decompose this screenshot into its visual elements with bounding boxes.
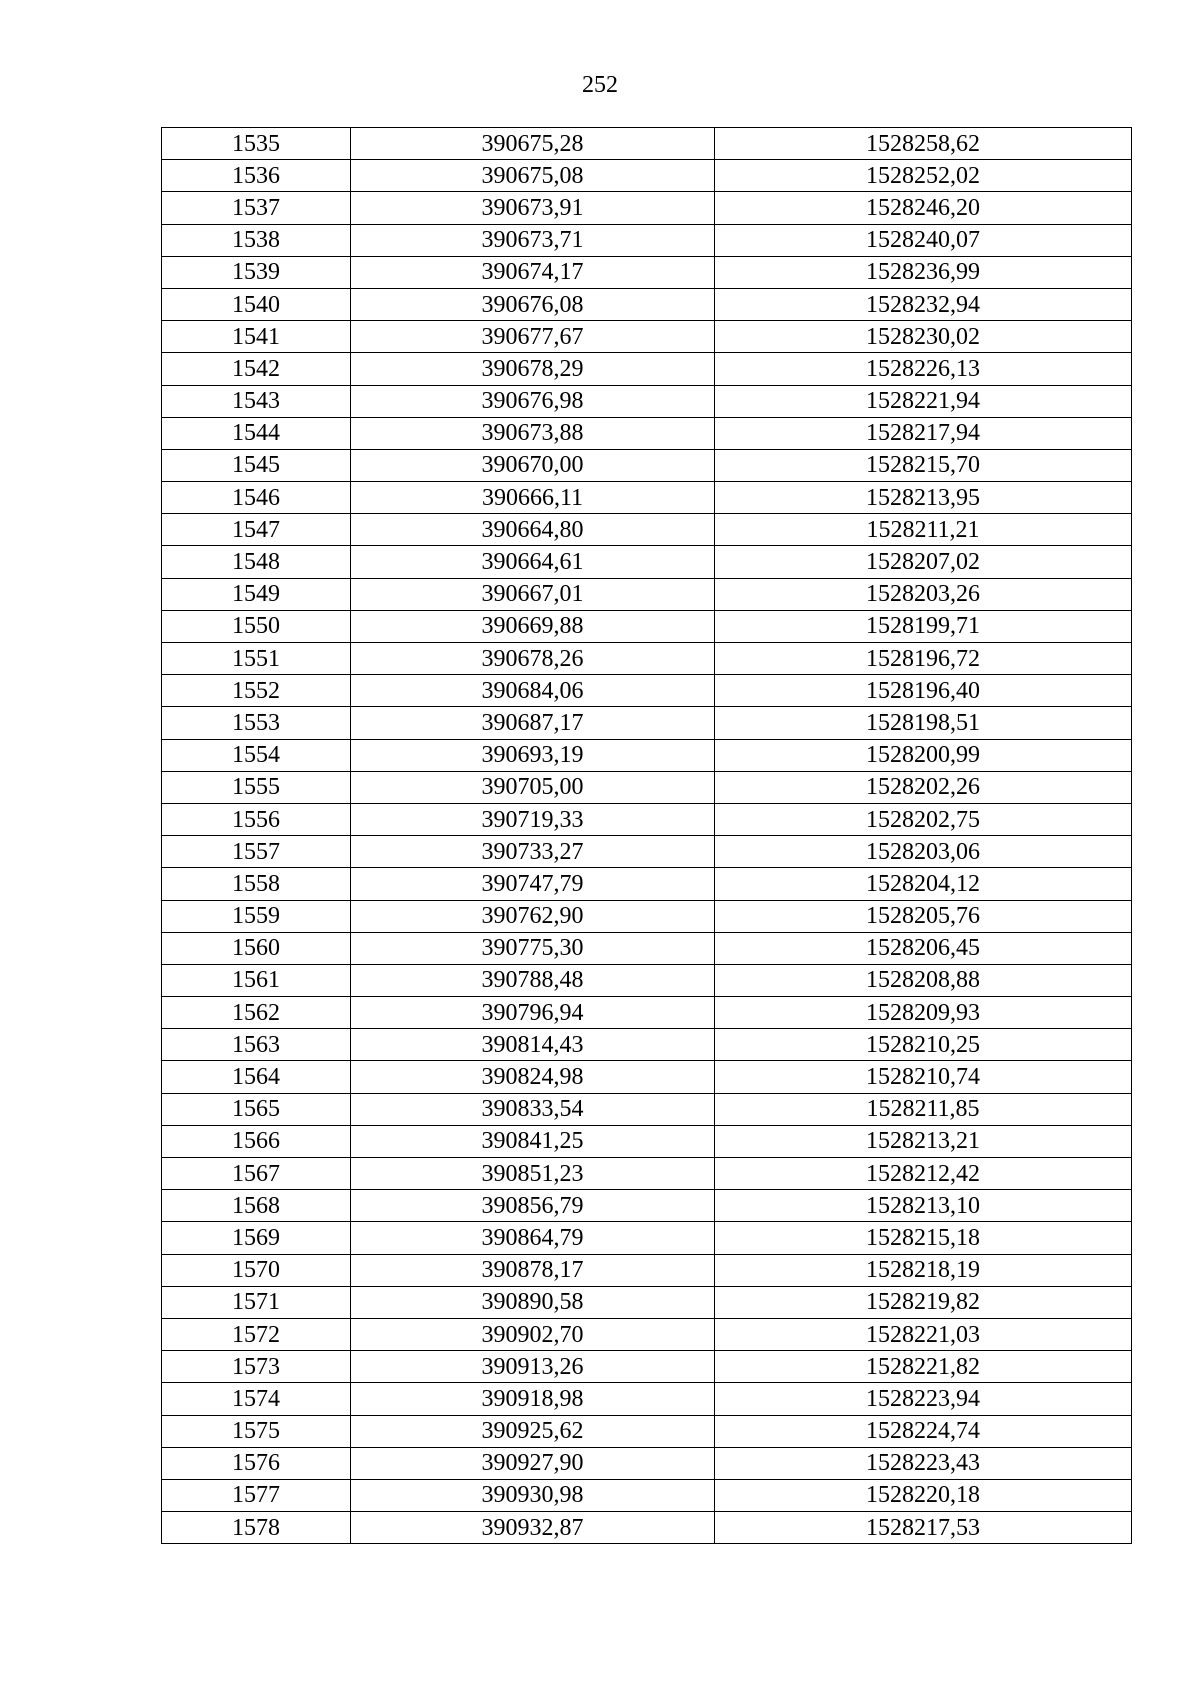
- table-row: [162, 160, 1132, 192]
- y-coordinate-cell: 1528221,94: [715, 385, 1132, 417]
- table-row: [162, 1447, 1132, 1479]
- y-coordinate-cell: 1528209,93: [715, 997, 1132, 1029]
- point-number-cell: 1552: [162, 675, 351, 707]
- y-coordinate-cell: 1528202,26: [715, 771, 1132, 803]
- point-number-cell: 1536: [162, 160, 351, 192]
- point-number-cell: 1543: [162, 385, 351, 417]
- x-coordinate-cell: 390673,91: [351, 192, 715, 224]
- x-coordinate-cell: 390864,79: [351, 1222, 715, 1254]
- x-coordinate-cell: 390824,98: [351, 1061, 715, 1093]
- y-coordinate-cell: 1528221,03: [715, 1318, 1132, 1350]
- point-number-cell: 1565: [162, 1093, 351, 1125]
- x-coordinate-cell: 390833,54: [351, 1093, 715, 1125]
- table-row: [162, 578, 1132, 610]
- table-row: [162, 546, 1132, 578]
- coordinates-table: [161, 127, 1132, 1544]
- point-number-cell: 1540: [162, 288, 351, 320]
- y-coordinate-cell: 1528203,06: [715, 836, 1132, 868]
- y-coordinate-cell: 1528203,26: [715, 578, 1132, 610]
- x-coordinate-cell: 390902,70: [351, 1318, 715, 1350]
- x-coordinate-cell: 390669,88: [351, 610, 715, 642]
- y-coordinate-cell: 1528213,10: [715, 1190, 1132, 1222]
- point-number-cell: 1555: [162, 771, 351, 803]
- y-coordinate-cell: 1528221,82: [715, 1351, 1132, 1383]
- table-row: [162, 288, 1132, 320]
- point-number-cell: 1563: [162, 1029, 351, 1061]
- x-coordinate-cell: 390673,88: [351, 417, 715, 449]
- y-coordinate-cell: 1528202,75: [715, 803, 1132, 835]
- y-coordinate-cell: 1528232,94: [715, 288, 1132, 320]
- table-row: [162, 836, 1132, 868]
- point-number-cell: 1572: [162, 1318, 351, 1350]
- point-number-cell: 1567: [162, 1158, 351, 1190]
- point-number-cell: 1569: [162, 1222, 351, 1254]
- table-row: [162, 321, 1132, 353]
- point-number-cell: 1575: [162, 1415, 351, 1447]
- point-number-cell: 1566: [162, 1125, 351, 1157]
- point-number-cell: 1578: [162, 1512, 351, 1544]
- table-row: [162, 643, 1132, 675]
- table-row: [162, 610, 1132, 642]
- table-row: [162, 868, 1132, 900]
- y-coordinate-cell: 1528205,76: [715, 900, 1132, 932]
- table-row: [162, 675, 1132, 707]
- x-coordinate-cell: 390878,17: [351, 1254, 715, 1286]
- point-number-cell: 1537: [162, 192, 351, 224]
- y-coordinate-cell: 1528198,51: [715, 707, 1132, 739]
- table-row: [162, 1351, 1132, 1383]
- x-coordinate-cell: 390814,43: [351, 1029, 715, 1061]
- point-number-cell: 1570: [162, 1254, 351, 1286]
- x-coordinate-cell: 390747,79: [351, 868, 715, 900]
- y-coordinate-cell: 1528217,53: [715, 1512, 1132, 1544]
- y-coordinate-cell: 1528240,07: [715, 224, 1132, 256]
- x-coordinate-cell: 390856,79: [351, 1190, 715, 1222]
- table-row: [162, 1318, 1132, 1350]
- table-row: [162, 1125, 1132, 1157]
- point-number-cell: 1561: [162, 964, 351, 996]
- coordinates-table-body: [162, 128, 1132, 1544]
- x-coordinate-cell: 390930,98: [351, 1479, 715, 1511]
- x-coordinate-cell: 390667,01: [351, 578, 715, 610]
- y-coordinate-cell: 1528224,74: [715, 1415, 1132, 1447]
- y-coordinate-cell: 1528208,88: [715, 964, 1132, 996]
- x-coordinate-cell: 390677,67: [351, 321, 715, 353]
- point-number-cell: 1576: [162, 1447, 351, 1479]
- x-coordinate-cell: 390719,33: [351, 803, 715, 835]
- table-row: [162, 964, 1132, 996]
- table-row: [162, 707, 1132, 739]
- point-number-cell: 1542: [162, 353, 351, 385]
- x-coordinate-cell: 390841,25: [351, 1125, 715, 1157]
- table-row: [162, 1383, 1132, 1415]
- x-coordinate-cell: 390932,87: [351, 1512, 715, 1544]
- y-coordinate-cell: 1528252,02: [715, 160, 1132, 192]
- x-coordinate-cell: 390890,58: [351, 1286, 715, 1318]
- table-row: [162, 1415, 1132, 1447]
- x-coordinate-cell: 390676,98: [351, 385, 715, 417]
- point-number-cell: 1556: [162, 803, 351, 835]
- point-number-cell: 1545: [162, 449, 351, 481]
- table-row: [162, 256, 1132, 288]
- point-number-cell: 1538: [162, 224, 351, 256]
- point-number-cell: 1558: [162, 868, 351, 900]
- point-number-cell: 1564: [162, 1061, 351, 1093]
- y-coordinate-cell: 1528199,71: [715, 610, 1132, 642]
- x-coordinate-cell: 390851,23: [351, 1158, 715, 1190]
- y-coordinate-cell: 1528258,62: [715, 128, 1132, 160]
- x-coordinate-cell: 390918,98: [351, 1383, 715, 1415]
- y-coordinate-cell: 1528218,19: [715, 1254, 1132, 1286]
- table-row: [162, 1158, 1132, 1190]
- y-coordinate-cell: 1528217,94: [715, 417, 1132, 449]
- point-number-cell: 1557: [162, 836, 351, 868]
- y-coordinate-cell: 1528210,74: [715, 1061, 1132, 1093]
- point-number-cell: 1549: [162, 578, 351, 610]
- y-coordinate-cell: 1528223,94: [715, 1383, 1132, 1415]
- table-row: [162, 449, 1132, 481]
- y-coordinate-cell: 1528213,21: [715, 1125, 1132, 1157]
- point-number-cell: 1559: [162, 900, 351, 932]
- point-number-cell: 1571: [162, 1286, 351, 1318]
- y-coordinate-cell: 1528211,21: [715, 514, 1132, 546]
- y-coordinate-cell: 1528207,02: [715, 546, 1132, 578]
- point-number-cell: 1568: [162, 1190, 351, 1222]
- y-coordinate-cell: 1528196,72: [715, 643, 1132, 675]
- x-coordinate-cell: 390693,19: [351, 739, 715, 771]
- table-row: [162, 1222, 1132, 1254]
- table-row: [162, 739, 1132, 771]
- y-coordinate-cell: 1528236,99: [715, 256, 1132, 288]
- point-number-cell: 1544: [162, 417, 351, 449]
- y-coordinate-cell: 1528196,40: [715, 675, 1132, 707]
- table-row: [162, 771, 1132, 803]
- page-number: 252: [582, 72, 618, 98]
- x-coordinate-cell: 390664,61: [351, 546, 715, 578]
- table-row: [162, 192, 1132, 224]
- x-coordinate-cell: 390796,94: [351, 997, 715, 1029]
- table-row: [162, 128, 1132, 160]
- x-coordinate-cell: 390676,08: [351, 288, 715, 320]
- table-row: [162, 1190, 1132, 1222]
- x-coordinate-cell: 390664,80: [351, 514, 715, 546]
- x-coordinate-cell: 390684,06: [351, 675, 715, 707]
- x-coordinate-cell: 390927,90: [351, 1447, 715, 1479]
- table-row: [162, 1512, 1132, 1544]
- table-row: [162, 353, 1132, 385]
- point-number-cell: 1562: [162, 997, 351, 1029]
- x-coordinate-cell: 390666,11: [351, 482, 715, 514]
- y-coordinate-cell: 1528215,70: [715, 449, 1132, 481]
- x-coordinate-cell: 390788,48: [351, 964, 715, 996]
- y-coordinate-cell: 1528246,20: [715, 192, 1132, 224]
- x-coordinate-cell: 390913,26: [351, 1351, 715, 1383]
- point-number-cell: 1573: [162, 1351, 351, 1383]
- y-coordinate-cell: 1528212,42: [715, 1158, 1132, 1190]
- x-coordinate-cell: 390673,71: [351, 224, 715, 256]
- table-row: [162, 1286, 1132, 1318]
- y-coordinate-cell: 1528206,45: [715, 932, 1132, 964]
- y-coordinate-cell: 1528200,99: [715, 739, 1132, 771]
- x-coordinate-cell: 390678,29: [351, 353, 715, 385]
- table-row: [162, 514, 1132, 546]
- point-number-cell: 1548: [162, 546, 351, 578]
- y-coordinate-cell: 1528215,18: [715, 1222, 1132, 1254]
- x-coordinate-cell: 390687,17: [351, 707, 715, 739]
- x-coordinate-cell: 390675,28: [351, 128, 715, 160]
- x-coordinate-cell: 390670,00: [351, 449, 715, 481]
- y-coordinate-cell: 1528213,95: [715, 482, 1132, 514]
- y-coordinate-cell: 1528211,85: [715, 1093, 1132, 1125]
- table-row: [162, 385, 1132, 417]
- point-number-cell: 1554: [162, 739, 351, 771]
- y-coordinate-cell: 1528230,02: [715, 321, 1132, 353]
- point-number-cell: 1547: [162, 514, 351, 546]
- y-coordinate-cell: 1528223,43: [715, 1447, 1132, 1479]
- table-row: [162, 1093, 1132, 1125]
- y-coordinate-cell: 1528210,25: [715, 1029, 1132, 1061]
- table-row: [162, 1254, 1132, 1286]
- point-number-cell: 1574: [162, 1383, 351, 1415]
- x-coordinate-cell: 390775,30: [351, 932, 715, 964]
- y-coordinate-cell: 1528204,12: [715, 868, 1132, 900]
- point-number-cell: 1539: [162, 256, 351, 288]
- table-row: [162, 1061, 1132, 1093]
- x-coordinate-cell: 390675,08: [351, 160, 715, 192]
- table-row: [162, 1029, 1132, 1061]
- table-row: [162, 224, 1132, 256]
- point-number-cell: 1546: [162, 482, 351, 514]
- y-coordinate-cell: 1528226,13: [715, 353, 1132, 385]
- table-row: [162, 803, 1132, 835]
- y-coordinate-cell: 1528220,18: [715, 1479, 1132, 1511]
- point-number-cell: 1541: [162, 321, 351, 353]
- x-coordinate-cell: 390733,27: [351, 836, 715, 868]
- x-coordinate-cell: 390678,26: [351, 643, 715, 675]
- table-row: [162, 1479, 1132, 1511]
- point-number-cell: 1560: [162, 932, 351, 964]
- x-coordinate-cell: 390674,17: [351, 256, 715, 288]
- point-number-cell: 1550: [162, 610, 351, 642]
- table-row: [162, 417, 1132, 449]
- point-number-cell: 1551: [162, 643, 351, 675]
- x-coordinate-cell: 390925,62: [351, 1415, 715, 1447]
- y-coordinate-cell: 1528219,82: [715, 1286, 1132, 1318]
- table-row: [162, 482, 1132, 514]
- table-row: [162, 900, 1132, 932]
- table-row: [162, 932, 1132, 964]
- x-coordinate-cell: 390705,00: [351, 771, 715, 803]
- table-row: [162, 997, 1132, 1029]
- point-number-cell: 1535: [162, 128, 351, 160]
- point-number-cell: 1577: [162, 1479, 351, 1511]
- point-number-cell: 1553: [162, 707, 351, 739]
- x-coordinate-cell: 390762,90: [351, 900, 715, 932]
